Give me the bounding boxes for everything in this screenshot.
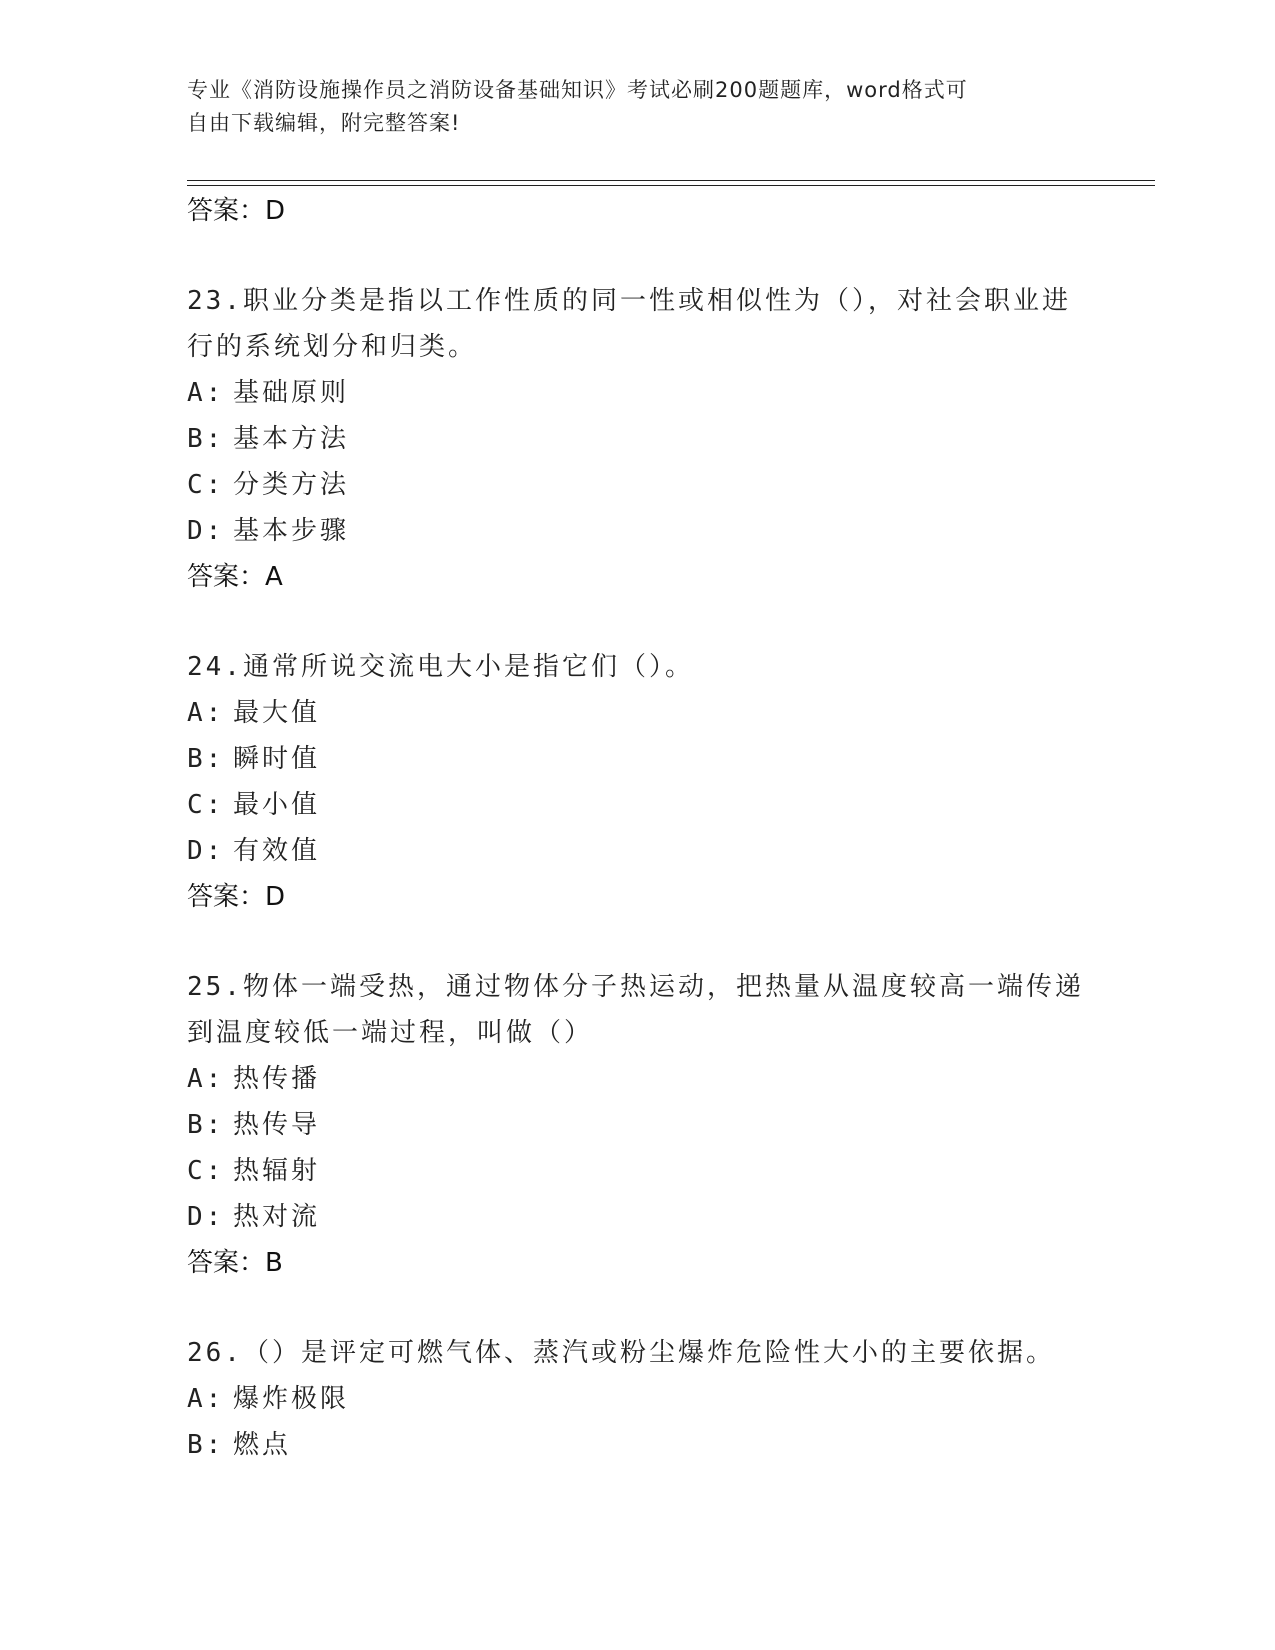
option-text: 热对流 <box>233 1202 321 1232</box>
option-text: 最小值 <box>233 790 321 820</box>
option-letter: A: <box>187 1384 225 1414</box>
option-letter: B: <box>187 744 225 774</box>
option-b <box>187 1422 1087 1468</box>
option-letter: D: <box>187 836 225 866</box>
header-line-2: 自由下载编辑，附完整答案! <box>187 111 461 135</box>
option-letter: B: <box>187 424 225 454</box>
option-b <box>187 1102 1087 1148</box>
option-b <box>187 416 1087 462</box>
option-text: 最大值 <box>233 698 321 728</box>
option-letter: C: <box>187 790 225 820</box>
option-letter: A: <box>187 378 225 408</box>
question-26 <box>187 1330 1087 1468</box>
option-a <box>187 690 1087 736</box>
option-a <box>187 1056 1087 1102</box>
option-letter: D: <box>187 516 225 546</box>
question-24 <box>187 644 1087 920</box>
option-text: 热传导 <box>233 1110 321 1140</box>
option-text: 燃点 <box>233 1430 292 1460</box>
option-text: 热传播 <box>233 1064 321 1094</box>
option-text: 有效值 <box>233 836 321 866</box>
header-divider-bottom <box>187 185 1155 186</box>
question-23 <box>187 278 1087 600</box>
option-d <box>187 1194 1087 1240</box>
question-25 <box>187 964 1087 1286</box>
option-text: 热辐射 <box>233 1156 321 1186</box>
answer-line: 答案：A <box>187 562 283 592</box>
question-text: 25.物体一端受热，通过物体分子热运动，把热量从温度较高一端传递到温度较低一端过程，叫做（） <box>187 972 1084 1048</box>
answer-line: 答案：B <box>187 1248 283 1278</box>
option-letter: D: <box>187 1202 225 1232</box>
option-letter: A: <box>187 698 225 728</box>
option-d <box>187 508 1087 554</box>
question-text: 26.（）是评定可燃气体、蒸汽或粉尘爆炸危险性大小的主要依据。 <box>187 1338 1055 1368</box>
question-text: 23.职业分类是指以工作性质的同一性或相似性为（），对社会职业进行的系统划分和归类。 <box>187 286 1071 362</box>
option-letter: B: <box>187 1110 225 1140</box>
option-a <box>187 1376 1087 1422</box>
option-text: 基本方法 <box>233 424 350 454</box>
option-a <box>187 370 1087 416</box>
option-c <box>187 1148 1087 1194</box>
document-header <box>187 74 1067 140</box>
option-letter: A: <box>187 1064 225 1094</box>
option-letter: C: <box>187 470 225 500</box>
answer-line: 答案：D <box>187 882 286 912</box>
question-text: 24.通常所说交流电大小是指它们（）。 <box>187 652 694 682</box>
answer-line: 答案：D <box>187 196 286 226</box>
document-body <box>187 188 1087 1468</box>
option-text: 基础原则 <box>233 378 350 408</box>
header-divider-top <box>187 180 1155 181</box>
option-b <box>187 736 1087 782</box>
header-line-1: 专业《消防设施操作员之消防设备基础知识》考试必刷200题题库，word格式可 <box>187 78 968 102</box>
option-letter: B: <box>187 1430 225 1460</box>
option-text: 分类方法 <box>233 470 350 500</box>
option-d <box>187 828 1087 874</box>
option-text: 瞬时值 <box>233 744 321 774</box>
option-text: 爆炸极限 <box>233 1384 350 1414</box>
option-text: 基本步骤 <box>233 516 350 546</box>
option-c <box>187 462 1087 508</box>
option-c <box>187 782 1087 828</box>
option-letter: C: <box>187 1156 225 1186</box>
